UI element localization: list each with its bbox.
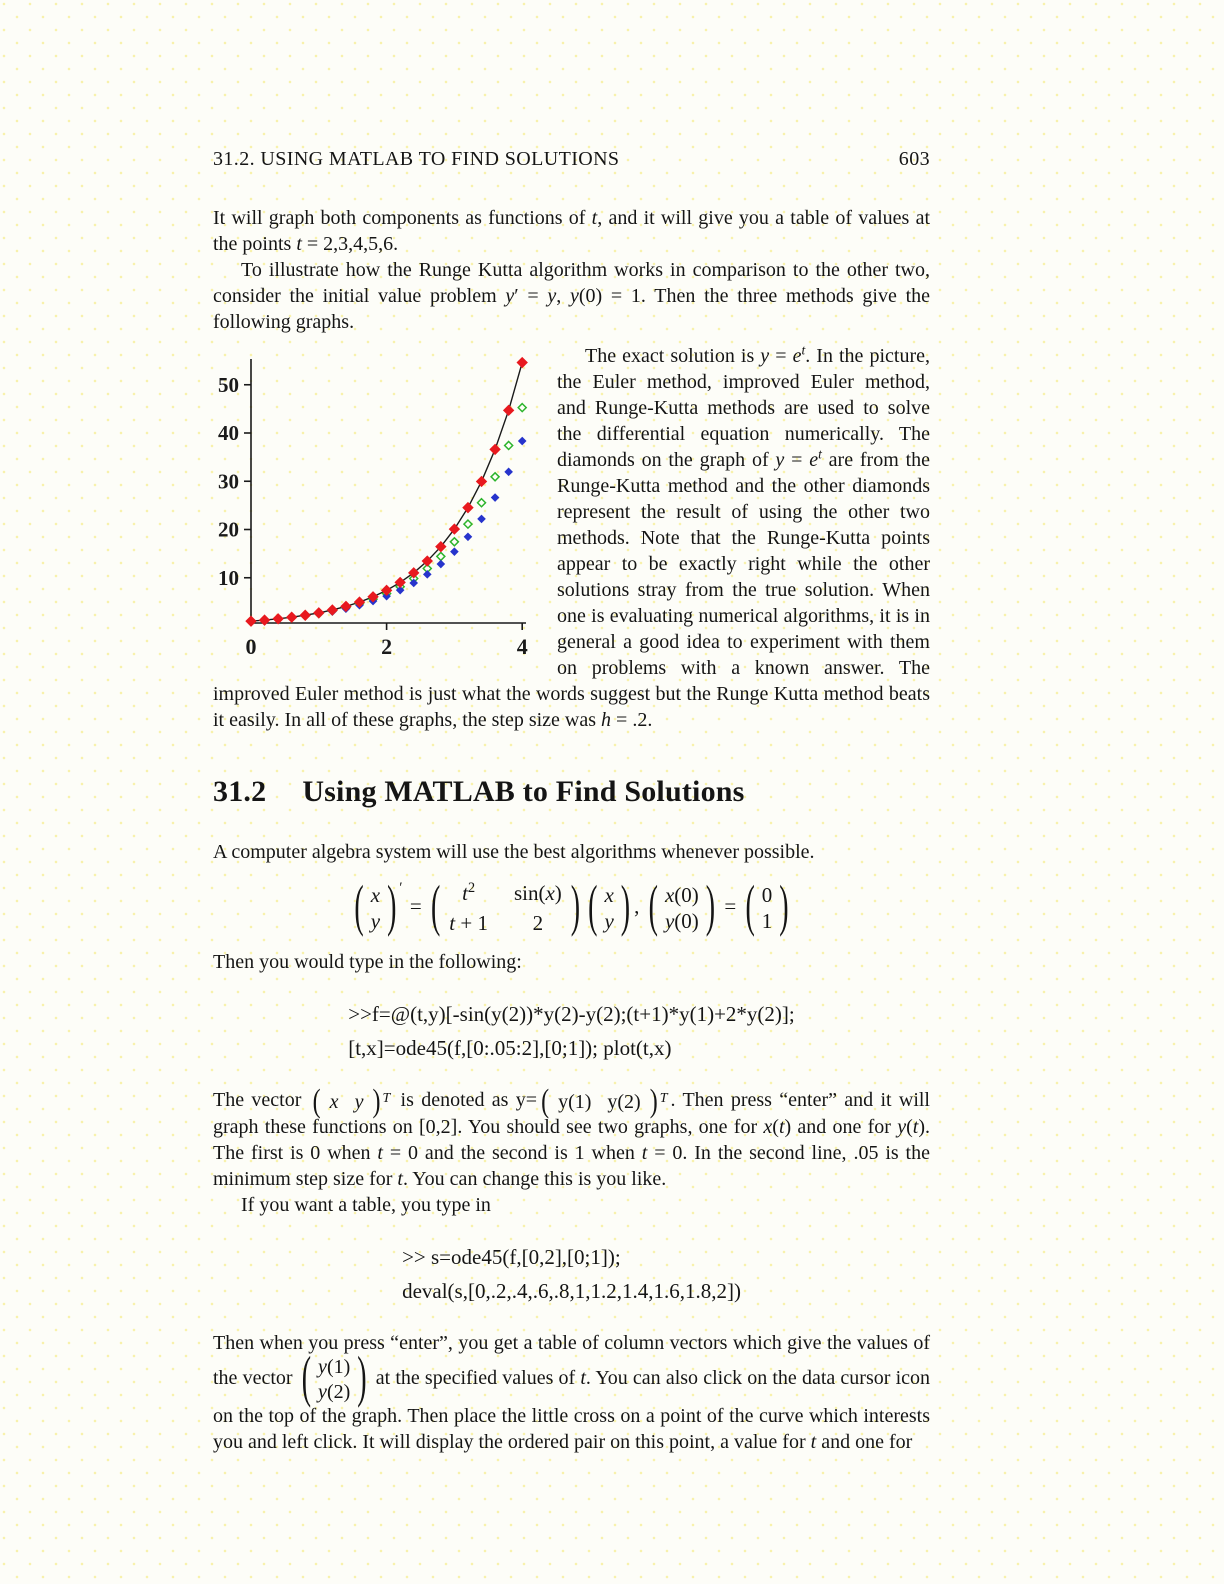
column-vector: ( x y ) [588, 875, 631, 939]
column-vector: ( y(1) y(2) ) [301, 1346, 367, 1410]
row-vector: ( y(1) y(2) ) T [541, 1084, 668, 1120]
paragraph-cas: A computer algebra system will use the best algorithms whenever possible. [213, 841, 815, 863]
paragraph-type-following: Then you would type in the following: [213, 951, 522, 974]
svg-text:10: 10 [218, 565, 239, 590]
section-heading [213, 775, 930, 809]
svg-text:50: 50 [218, 372, 239, 397]
running-header-section: 31.2. USING MATLAB TO FIND SOLUTIONS [213, 148, 620, 170]
svg-text:40: 40 [218, 421, 239, 445]
code-line: deval(s,[0,.2,.4,.6,.8,1,1.2,1.4,1.6,1.8,2]) [402, 1278, 741, 1303]
paragraph-illustrate: To illustrate how the Runge Kutta algorithm works in comparison to the other two, consider the initial value problem y′ = y, y(0) = 1. Then the three methods give the following graphs. [213, 259, 931, 333]
figure-chart [213, 345, 545, 663]
code-line: >>f=@(t,y)[-sin(y(2))*y(2)-y(2);(t+1)*y(1)+2*y(2)]; [348, 1002, 795, 1027]
page-number: 603 [898, 148, 930, 170]
column-vector: ( x(0) y(0) ) [648, 875, 716, 939]
paragraph-enter: Then when you press “enter”, you get a table of column vectors which give the values of the vector ( y(1) y(2) ) at the specified values of t. You can also click on the data cursor icon on the top of the graph. Then place the little cross on a point of the curve which interests you and left click. It will display the ordered pair on this point, a value for t and one for [213, 1331, 930, 1453]
code-line: >> s=ode45(f,[0,2],[0;1]); [402, 1244, 621, 1269]
running-header [213, 148, 930, 171]
figure-discussion: The exact solution is $y = e^t$. In the picture, the Euler method, improved Euler method, and Runge-Kutta methods are used to solve the differential equation numerically. The diamonds on the graph of $y = e^t$ are from the Runge-Kutta method and the other diamonds represent the result of using the other two methods. Note that the Runge-Kutta points appear to be exactly right while the other solutions stray from the true solution. When one is evaluating numerical algorithms, it is in general a good idea to experiment with them on problems with a known answer. The improved Euler method is just what the words suggest but the Runge Kutta method beats it easily. In all of these graphs, the step size was h = .2. [213, 342, 931, 731]
row-vector: ( x y ) T [312, 1084, 391, 1120]
svg-text:30: 30 [218, 469, 239, 494]
svg-text:20: 20 [218, 517, 239, 542]
section-number: 31.2 [213, 775, 267, 808]
ode-methods-chart [213, 345, 545, 663]
svg-text:0: 0 [245, 634, 257, 659]
code-block-deval [402, 1240, 741, 1308]
svg-text:2: 2 [381, 634, 393, 659]
section-title: Using MATLAB to Find Solutions [302, 775, 745, 808]
code-line: [t,x]=ode45(f,[0:.05:2],[0;1]); plot(t,x) [348, 1036, 672, 1061]
paragraph-vector: The vector ( x y ) T is denoted as y= ( y(1) y(2) ) T . Then press “enter” and it will graph these functions on [0,2]. You should see two graphs, one for x(t) and one for y(t). The first is 0 when t = 0 and the second is 1 when t = 0. In the second line, .05 is the minimum step size for t. You can change this is you like. [213, 1084, 931, 1190]
content-column [213, 148, 930, 1455]
matrix: ( $t^2$ sin(x) t + 1 2 ) [430, 875, 581, 939]
column-vector: ( 0 1 ) [745, 875, 789, 939]
display-equation: ( x y ) ′ = ( $t^2$ sin(x) t + 1 2 ) ( x y ) , ( x(0) y(0) ) = ( 0 1 ) [354, 875, 789, 939]
column-vector: ( x y ) ′ [354, 875, 402, 939]
svg-text:4: 4 [516, 634, 528, 659]
code-block-ode45-plot [348, 997, 795, 1065]
figure-section [213, 343, 930, 733]
paragraph-table: If you want a table, you type in [241, 1193, 491, 1216]
paragraph-intro: It will graph both components as functions of t, and it will give you a table of values at the points t = 2,3,4,5,6. [213, 207, 931, 255]
